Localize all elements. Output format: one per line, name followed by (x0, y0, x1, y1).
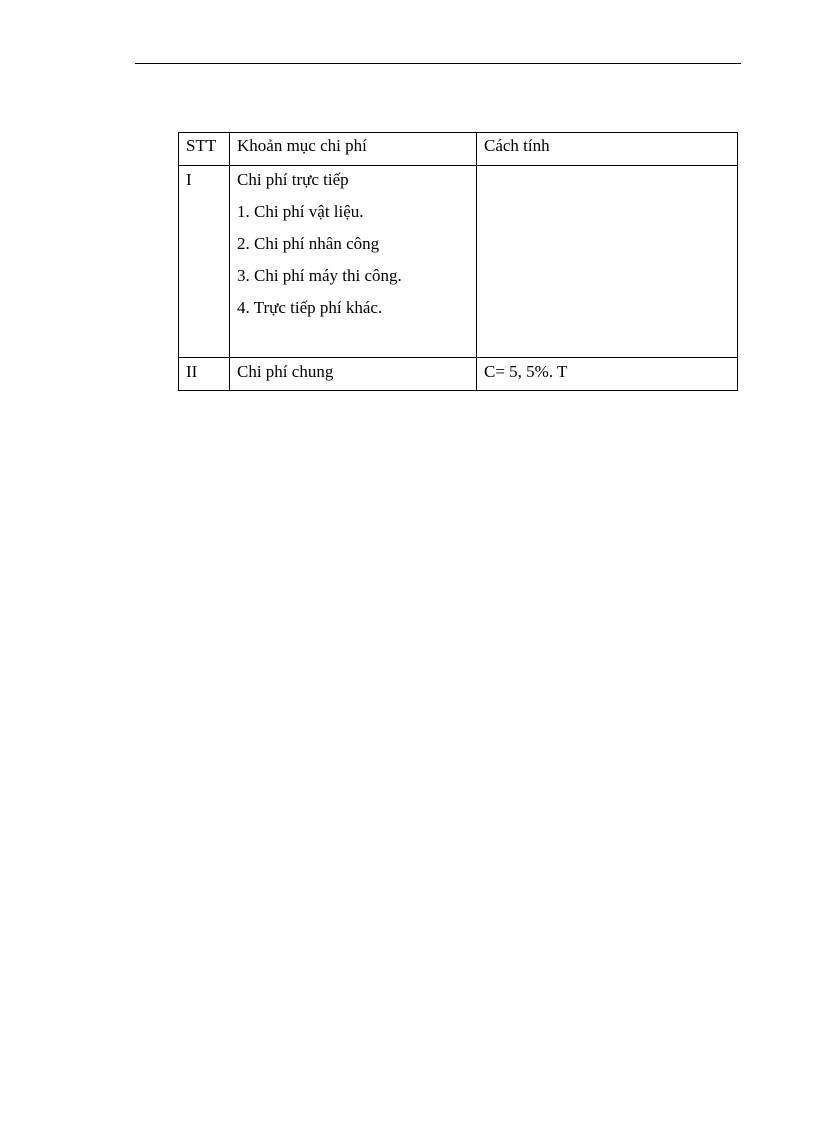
table-header-row (179, 133, 738, 166)
item-line: 4. Trực tiếp phí khác. (237, 298, 383, 317)
header-rule (135, 63, 741, 64)
header-calc: Cách tính (477, 133, 738, 166)
item-line: Chi phí chung (237, 362, 334, 381)
item-line: 3. Chi phí máy thi công. (237, 266, 402, 285)
row-stt: II (179, 358, 230, 391)
item-line: 1. Chi phí vật liệu. (237, 202, 364, 221)
row-calc (477, 166, 738, 358)
row-calc: C= 5, 5%. T (477, 358, 738, 391)
table-row (179, 166, 738, 358)
item-line: Chi phí trực tiếp (237, 170, 349, 189)
row-item (230, 166, 477, 358)
table-row (179, 358, 738, 391)
header-item: Khoản mục chi phí (230, 133, 477, 166)
header-stt: STT (179, 133, 230, 166)
row-stt: I (179, 166, 230, 358)
row-item (230, 358, 477, 391)
cost-table (178, 132, 738, 391)
item-line: 2. Chi phí nhân công (237, 234, 380, 253)
